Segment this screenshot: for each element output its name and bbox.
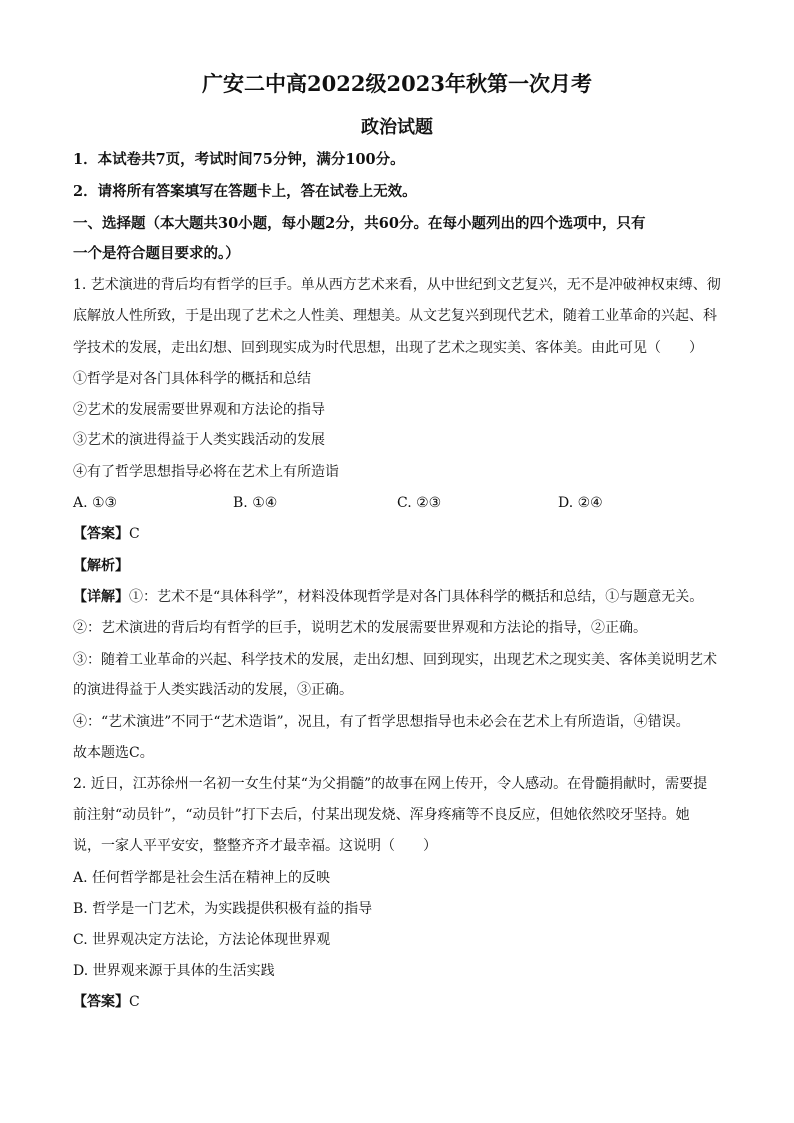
q1-conclusion: 故本题选C。 xyxy=(73,745,154,761)
analysis-tag: 【解析】 xyxy=(73,558,129,574)
q2-answer xyxy=(73,992,140,1012)
q1-option-c: C. ②③ xyxy=(397,495,442,511)
q1-stem-line: 底解放人性所致，于是出现了艺术之人性美、理想美。从文艺复兴到现代艺术，随着工业革命的兴起、科 xyxy=(73,308,717,324)
q1-detail-line: 的演进得益于人类实践活动的发展，③正确。 xyxy=(73,682,353,698)
instruction-2: 2．请将所有答案填写在答题卡上，答在试卷上无效。 xyxy=(73,183,417,200)
q2-stem-line: 说，一家人平平安安，整整齐齐才最幸福。这说明（ ） xyxy=(73,838,437,854)
q1-option-a: A. ①③ xyxy=(73,495,118,511)
section-heading-cont: 一个是符合题目要求的。） xyxy=(73,245,240,262)
answer-tag: 【答案】 xyxy=(73,994,129,1010)
answer-value: C xyxy=(129,526,140,542)
q1-statement-4: ④有了哲学思想指导必将在艺术上有所造诣 xyxy=(73,464,339,480)
detail-tag: 【详解】 xyxy=(73,589,129,605)
q1-statement-1: ①哲学是对各门具体科学的概括和总结 xyxy=(73,371,311,387)
q1-option-d: D. ②④ xyxy=(558,495,603,511)
q1-stem-line: 学技术的发展，走出幻想、回到现实成为时代思想，出现了艺术之现实美、客体美。由此可见（ ） xyxy=(73,340,703,356)
q2-option-a: A. 任何哲学都是社会生活在精神上的反映 xyxy=(73,870,331,886)
q2-option-c: C. 世界观决定方法论，方法论体现世界观 xyxy=(73,932,331,948)
q2-stem-line: 2. 近日，江苏徐州一名初一女生付某“为父捐髓”的故事在网上传开，令人感动。在骨髓捐献时，需要提 xyxy=(73,776,708,792)
q1-stem-line: 1. 艺术演进的背后均有哲学的巨手。单从西方艺术来看，从中世纪到文艺复兴，无不是冲破神权束缚、彻 xyxy=(73,277,721,293)
q1-detail-line: ④：“艺术演进”不同于“艺术造诣”，况且，有了哲学思想指导也未必会在艺术上有所造诣，④错误。 xyxy=(73,714,690,730)
q1-detail-line xyxy=(73,587,703,607)
q1-statement-2: ②艺术的发展需要世界观和方法论的指导 xyxy=(73,402,325,418)
q1-answer xyxy=(73,524,140,544)
q2-stem-line: 前注射“动员针”，“动员针”打下去后，付某出现发烧、浑身疼痛等不良反应，但她依然咬牙坚持。她 xyxy=(73,807,690,823)
instruction-1: 1．本试卷共7页，考试时间75分钟，满分100分。 xyxy=(73,151,405,168)
q1-analysis-tag xyxy=(73,556,129,576)
exam-subject: 政治试题 xyxy=(361,117,433,138)
exam-title: 广安二中高2022级2023年秋第一次月考 xyxy=(202,71,592,96)
q1-option-b: B. ①④ xyxy=(233,495,278,511)
q2-option-d: D. 世界观来源于具体的生活实践 xyxy=(73,963,275,979)
answer-value: C xyxy=(129,994,140,1010)
q1-detail-line: ②：艺术演进的背后均有哲学的巨手，说明艺术的发展需要世界观和方法论的指导，②正确。 xyxy=(73,620,647,636)
q2-option-b: B. 哲学是一门艺术，为实践提供积极有益的指导 xyxy=(73,901,373,917)
detail-text: ①：艺术不是“具体科学”，材料没体现哲学是对各门具体科学的概括和总结，①与题意无关。 xyxy=(129,589,704,605)
q1-detail-line: ③：随着工业革命的兴起、科学技术的发展，走出幻想、回到现实，出现艺术之现实美、客体美说明艺术 xyxy=(73,652,717,668)
q1-statement-3: ③艺术的演进得益于人类实践活动的发展 xyxy=(73,432,325,448)
answer-tag: 【答案】 xyxy=(73,526,129,542)
section-heading: 一、选择题（本大题共30小题，每小题2分，共60分。在每小题列出的四个选项中，只有 xyxy=(73,215,646,232)
